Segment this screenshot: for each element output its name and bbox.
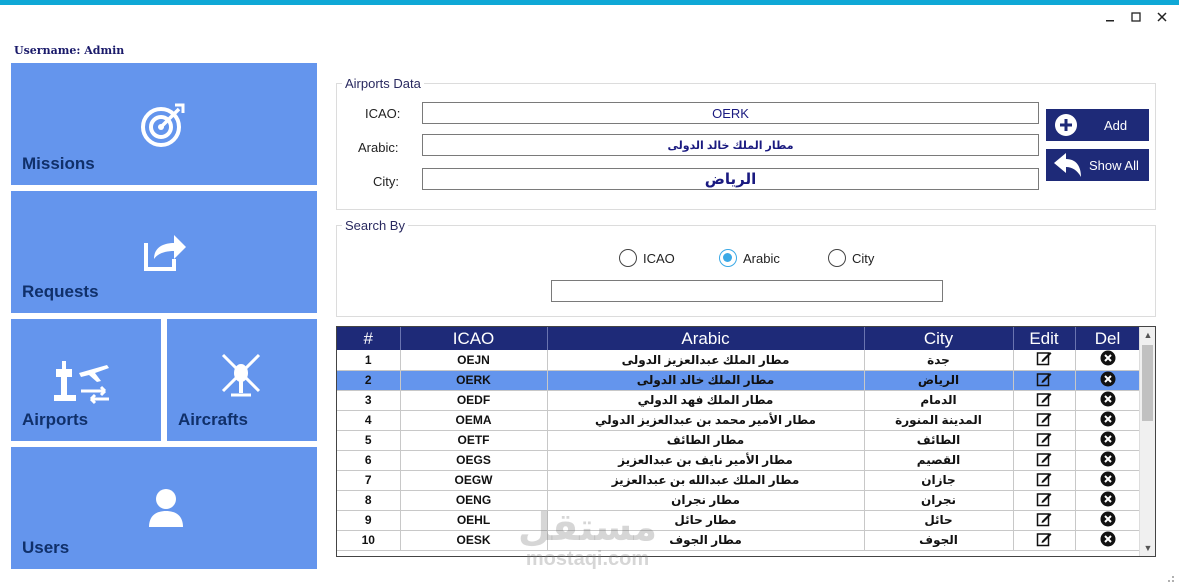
search-by-group: [336, 218, 1156, 317]
missions-tile[interactable]: [11, 63, 317, 185]
requests-label: Requests: [22, 282, 99, 301]
airport-icon: [51, 355, 113, 405]
cell-city: حائل: [864, 510, 1013, 530]
cell-number: 10: [337, 530, 400, 550]
radio-arabic-label: Arabic: [743, 250, 780, 266]
cell-number: 4: [337, 410, 400, 430]
radio-icao-label: ICAO: [643, 250, 675, 266]
share-icon: [142, 231, 188, 273]
cell-icao: OEGW: [400, 470, 547, 490]
airports-tile[interactable]: [11, 319, 161, 441]
radio-city[interactable]: [828, 249, 874, 267]
city-field[interactable]: الرياض: [422, 168, 1039, 190]
cell-number: 3: [337, 390, 400, 410]
radio-selected-icon: [719, 249, 737, 267]
cell-icao: OEMA: [400, 410, 547, 430]
table-row[interactable]: [337, 530, 1140, 550]
edit-icon[interactable]: [1013, 430, 1075, 450]
delete-icon[interactable]: [1075, 390, 1140, 410]
watermark-arabic: مستقل: [518, 507, 657, 549]
cell-city: نجران: [864, 490, 1013, 510]
arabic-field[interactable]: مطار الملك خالد الدولى: [422, 134, 1039, 156]
scroll-thumb[interactable]: [1142, 345, 1153, 421]
cell-arabic: مطار الجوف: [547, 530, 864, 550]
icao-field[interactable]: OERK: [422, 102, 1039, 124]
table-row[interactable]: [337, 350, 1140, 370]
delete-icon[interactable]: [1075, 530, 1140, 550]
cell-icao: OEHL: [400, 510, 547, 530]
cell-city: الجوف: [864, 530, 1013, 550]
header-del[interactable]: Del: [1075, 327, 1140, 350]
edit-icon[interactable]: [1013, 370, 1075, 390]
cell-city: جدة: [864, 350, 1013, 370]
radio-city-label: City: [852, 250, 875, 266]
cell-city: القصيم: [864, 450, 1013, 470]
airports-data-legend: Airports Data: [345, 76, 421, 91]
edit-icon[interactable]: [1013, 450, 1075, 470]
airports-label: Airports: [22, 410, 89, 429]
table-row[interactable]: [337, 410, 1140, 430]
table-row[interactable]: [337, 390, 1140, 410]
header-edit[interactable]: Edit: [1013, 327, 1075, 350]
cell-arabic: مطار الملك فهد الدولي: [547, 390, 864, 410]
show-all-button[interactable]: [1046, 149, 1149, 181]
aircrafts-label: Aircrafts: [178, 410, 248, 429]
cell-number: 9: [337, 510, 400, 530]
delete-icon[interactable]: [1075, 490, 1140, 510]
search-input[interactable]: [551, 280, 943, 302]
minimize-icon[interactable]: [1100, 8, 1120, 26]
show-all-button-label: Show All: [1089, 157, 1139, 173]
add-button[interactable]: [1046, 109, 1149, 141]
header-icao[interactable]: ICAO: [400, 327, 547, 350]
reply-icon: [1052, 152, 1082, 178]
scroll-down-icon[interactable]: ▼: [1143, 543, 1153, 553]
table-row[interactable]: [337, 370, 1140, 390]
delete-icon[interactable]: [1075, 450, 1140, 470]
requests-tile[interactable]: [11, 191, 317, 313]
resize-grip-icon[interactable]: [1165, 573, 1175, 583]
cell-city: الدمام: [864, 390, 1013, 410]
helicopter-icon: [219, 351, 263, 399]
table-row[interactable]: [337, 490, 1140, 510]
table-row[interactable]: [337, 430, 1140, 450]
search-by-legend: Search By: [345, 218, 405, 233]
cell-city: جازان: [864, 470, 1013, 490]
cell-arabic: مطار الطائف: [547, 430, 864, 450]
delete-icon[interactable]: [1075, 430, 1140, 450]
edit-icon[interactable]: [1013, 530, 1075, 550]
watermark-url: mostaqi.com: [525, 548, 650, 570]
cell-city: الطائف: [864, 430, 1013, 450]
table-scrollbar[interactable]: [1139, 327, 1155, 556]
plus-icon: [1054, 113, 1078, 137]
title-accent-bar: [0, 0, 1179, 5]
cell-number: 8: [337, 490, 400, 510]
delete-icon[interactable]: [1075, 410, 1140, 430]
cell-icao: OEDF: [400, 390, 547, 410]
cell-city: المدينة المنورة: [864, 410, 1013, 430]
add-button-label: Add: [1104, 117, 1128, 133]
edit-icon[interactable]: [1013, 470, 1075, 490]
table-header-row: [337, 327, 1140, 350]
cell-arabic: مطار نجران: [547, 490, 864, 510]
header-arabic[interactable]: Arabic: [547, 327, 864, 350]
radio-circle-icon: [828, 249, 846, 267]
table-row[interactable]: [337, 510, 1140, 530]
users-tile[interactable]: [11, 447, 317, 569]
cell-arabic: مطار الملك عبدالعزيز الدولى: [547, 350, 864, 370]
cell-city: الرياض: [864, 370, 1013, 390]
edit-icon[interactable]: [1013, 490, 1075, 510]
city-label: City:: [373, 174, 399, 189]
arabic-label: Arabic:: [358, 140, 399, 155]
username-label: Username: Admin: [14, 44, 125, 57]
aircrafts-tile[interactable]: [167, 319, 317, 441]
cell-number: 5: [337, 430, 400, 450]
cell-arabic: مطار الملك عبدالله بن عبدالعزيز: [547, 470, 864, 490]
header-number[interactable]: #: [337, 327, 400, 350]
header-city[interactable]: City: [864, 327, 1013, 350]
cell-number: 1: [337, 350, 400, 370]
cell-icao: OERK: [400, 370, 547, 390]
radio-circle-icon: [619, 249, 637, 267]
edit-icon[interactable]: [1013, 350, 1075, 370]
delete-icon[interactable]: [1075, 510, 1140, 530]
close-icon[interactable]: [1152, 8, 1172, 26]
table-row[interactable]: [337, 450, 1140, 470]
cell-number: 6: [337, 450, 400, 470]
cell-number: 2: [337, 370, 400, 390]
missions-label: Missions: [22, 154, 95, 173]
target-icon: [139, 101, 187, 149]
radio-arabic[interactable]: [719, 249, 780, 267]
cell-icao: OENG: [400, 490, 547, 510]
radio-icao[interactable]: [619, 249, 675, 267]
delete-icon[interactable]: [1075, 370, 1140, 390]
cell-arabic: مطار الأمير نايف بن عبدالعزيز: [547, 450, 864, 470]
edit-icon[interactable]: [1013, 410, 1075, 430]
maximize-icon[interactable]: [1126, 8, 1146, 26]
cell-icao: OEJN: [400, 350, 547, 370]
icao-label: ICAO:: [365, 106, 401, 121]
delete-icon[interactable]: [1075, 470, 1140, 490]
cell-arabic: مطار الملك خالد الدولى: [547, 370, 864, 390]
users-label: Users: [22, 538, 70, 557]
user-icon: [147, 487, 185, 529]
edit-icon[interactable]: [1013, 390, 1075, 410]
delete-icon[interactable]: [1075, 350, 1140, 370]
scroll-up-icon[interactable]: ▲: [1143, 330, 1153, 340]
cell-arabic: مطار حائل: [547, 510, 864, 530]
cell-number: 7: [337, 470, 400, 490]
table-row[interactable]: [337, 470, 1140, 490]
cell-icao: OETF: [400, 430, 547, 450]
cell-icao: OEGS: [400, 450, 547, 470]
airports-table: [336, 326, 1156, 557]
cell-arabic: مطار الأمير محمد بن عبدالعزيز الدولي: [547, 410, 864, 430]
cell-icao: OESK: [400, 530, 547, 550]
edit-icon[interactable]: [1013, 510, 1075, 530]
